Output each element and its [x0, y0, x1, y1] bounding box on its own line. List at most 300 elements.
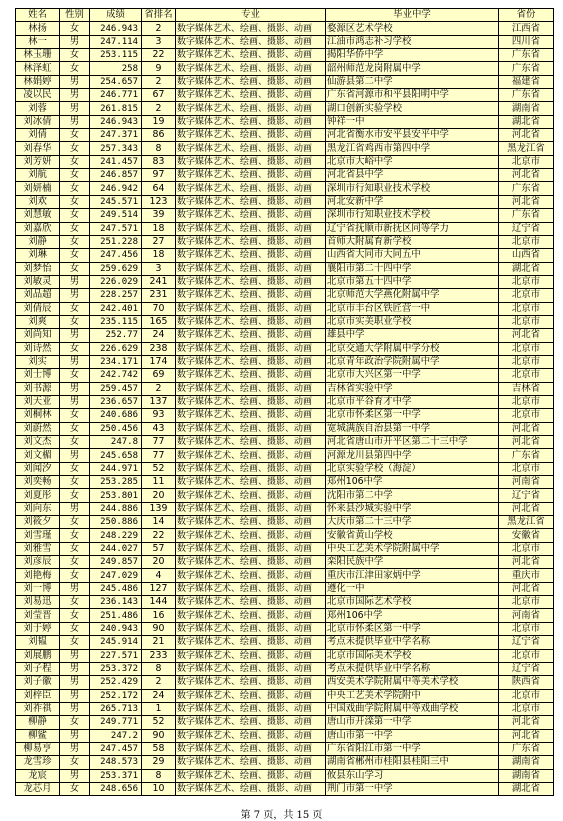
cell-high-school: 河北省唐山市开平区第二十三中学 — [326, 436, 499, 449]
cell-gender: 女 — [60, 609, 90, 622]
cell-high-school: 唐山市开滦第一中学 — [326, 716, 499, 729]
cell-gender: 女 — [60, 489, 90, 502]
cell-major: 数字媒体艺术、绘画、摄影、动画 — [176, 729, 326, 742]
cell-name: 刘实 — [16, 355, 60, 368]
cell-name: 刘一博 — [16, 582, 60, 595]
cell-name: 刘于婷 — [16, 622, 60, 635]
cell-high-school: 西安美术学院附属中等美术学校 — [326, 676, 499, 689]
admission-table — [15, 8, 554, 796]
cell-high-school: 北京实验学校（海淀） — [326, 462, 499, 475]
cell-province: 北京市 — [499, 409, 554, 422]
cell-province: 北京市 — [499, 622, 554, 635]
cell-province: 北京市 — [499, 155, 554, 168]
cell-province: 河北省 — [499, 716, 554, 729]
cell-high-school: 湖南省郴州市桂阳县桂阳三中 — [326, 756, 499, 769]
cell-score: 253.372 — [90, 662, 142, 675]
cell-name: 龙宸 — [16, 769, 60, 782]
page-footer: 第 7 页，共 15 页 — [240, 810, 323, 821]
cell-major: 数字媒体艺术、绘画、摄影、动画 — [176, 622, 326, 635]
cell-province-rank: 174 — [142, 355, 176, 368]
cell-score: 247.8 — [90, 436, 142, 449]
cell-gender: 男 — [60, 582, 90, 595]
cell-score: 240.943 — [90, 622, 142, 635]
cell-high-school: 北京市第五十四中学 — [326, 275, 499, 288]
cell-score: 259.457 — [90, 382, 142, 395]
table-row — [16, 302, 554, 315]
cell-province-rank: 18 — [142, 222, 176, 235]
cell-high-school: 怀来县沙城实验中学 — [326, 502, 499, 515]
cell-province: 辽宁省 — [499, 222, 554, 235]
cell-gender: 女 — [60, 129, 90, 142]
cell-major: 数字媒体艺术、绘画、摄影、动画 — [176, 702, 326, 715]
cell-major: 数字媒体艺术、绘画、摄影、动画 — [176, 62, 326, 75]
cell-name: 刘雅雪 — [16, 542, 60, 555]
cell-province-rank: 11 — [142, 476, 176, 489]
cell-high-school: 河北省衡水市安平县安平中学 — [326, 129, 499, 142]
cell-province-rank: 139 — [142, 502, 176, 515]
table-row — [16, 529, 554, 542]
cell-name: 刘筱夕 — [16, 516, 60, 529]
cell-province-rank: 64 — [142, 182, 176, 195]
cell-high-school: 广东省阳江市第一中学 — [326, 742, 499, 755]
cell-province: 湖南省 — [499, 769, 554, 782]
cell-score: 245.571 — [90, 195, 142, 208]
cell-province-rank: 22 — [142, 529, 176, 542]
cell-major: 数字媒体艺术、绘画、摄影、动画 — [176, 649, 326, 662]
cell-gender: 女 — [60, 62, 90, 75]
cell-score: 253.115 — [90, 49, 142, 62]
cell-name: 林一 — [16, 35, 60, 48]
cell-name: 柳静 — [16, 716, 60, 729]
cell-name: 刘爽 — [16, 315, 60, 328]
cell-province: 河南省 — [499, 609, 554, 622]
table-row — [16, 382, 554, 395]
table-row — [16, 676, 554, 689]
cell-score: 247.571 — [90, 222, 142, 235]
table-row — [16, 35, 554, 48]
cell-gender: 女 — [60, 222, 90, 235]
table-row — [16, 102, 554, 115]
cell-province-rank: 10 — [142, 782, 176, 795]
cell-major: 数字媒体艺术、绘画、摄影、动画 — [176, 289, 326, 302]
cell-province-rank: 2 — [142, 382, 176, 395]
cell-province-rank: 127 — [142, 582, 176, 595]
cell-gender: 男 — [60, 662, 90, 675]
cell-major: 数字媒体艺术、绘画、摄影、动画 — [176, 782, 326, 795]
cell-gender: 男 — [60, 395, 90, 408]
cell-major: 数字媒体艺术、绘画、摄影、动画 — [176, 742, 326, 755]
cell-high-school: 江油市鸿志补习学校 — [326, 35, 499, 48]
cell-province-rank: 8 — [142, 142, 176, 155]
table-row — [16, 209, 554, 222]
cell-gender: 女 — [60, 782, 90, 795]
cell-province: 河北省 — [499, 582, 554, 595]
cell-score: 247.457 — [90, 742, 142, 755]
cell-major: 数字媒体艺术、绘画、摄影、动画 — [176, 542, 326, 555]
cell-score: 244.971 — [90, 462, 142, 475]
cell-name: 林玉珊 — [16, 49, 60, 62]
table-row — [16, 462, 554, 475]
cell-name: 刘祚祺 — [16, 702, 60, 715]
cell-major: 数字媒体艺术、绘画、摄影、动画 — [176, 569, 326, 582]
header-major: 专业 — [176, 9, 326, 22]
cell-score: 247.2 — [90, 729, 142, 742]
cell-score: 244.027 — [90, 542, 142, 555]
header-high-school: 毕业中学 — [326, 9, 499, 22]
cell-province: 山西省 — [499, 249, 554, 262]
table-row — [16, 49, 554, 62]
cell-high-school: 河北安新中学 — [326, 195, 499, 208]
cell-name: 刘子程 — [16, 662, 60, 675]
cell-high-school: 雄县中学 — [326, 329, 499, 342]
cell-high-school: 吉林省实验中学 — [326, 382, 499, 395]
cell-score: 242.401 — [90, 302, 142, 315]
cell-gender: 男 — [60, 382, 90, 395]
cell-province-rank: 238 — [142, 342, 176, 355]
cell-province: 北京市 — [499, 395, 554, 408]
cell-gender: 男 — [60, 729, 90, 742]
cell-name: 刘品超 — [16, 289, 60, 302]
cell-gender: 女 — [60, 182, 90, 195]
cell-province-rank: 90 — [142, 729, 176, 742]
table-row — [16, 369, 554, 382]
cell-province: 北京市 — [499, 275, 554, 288]
cell-score: 245.658 — [90, 449, 142, 462]
cell-province-rank: 233 — [142, 649, 176, 662]
cell-province: 福建省 — [499, 75, 554, 88]
cell-name: 刘芳妍 — [16, 155, 60, 168]
cell-province-rank: 24 — [142, 329, 176, 342]
cell-score: 227.571 — [90, 649, 142, 662]
cell-score: 249.514 — [90, 209, 142, 222]
cell-name: 刘琳 — [16, 249, 60, 262]
cell-score: 249.857 — [90, 556, 142, 569]
cell-major: 数字媒体艺术、绘画、摄影、动画 — [176, 315, 326, 328]
cell-score: 228.257 — [90, 289, 142, 302]
cell-high-school: 荆门市第一中学 — [326, 782, 499, 795]
cell-province: 四川省 — [499, 35, 554, 48]
table-row — [16, 129, 554, 142]
cell-score: 254.657 — [90, 75, 142, 88]
cell-province-rank: 3 — [142, 35, 176, 48]
cell-major: 数字媒体艺术、绘画、摄影、动画 — [176, 502, 326, 515]
cell-name: 凌以民 — [16, 89, 60, 102]
table-row — [16, 609, 554, 622]
cell-province: 湖北省 — [499, 115, 554, 128]
cell-name: 刘梦怡 — [16, 262, 60, 275]
cell-province-rank: 2 — [142, 22, 176, 35]
table-row — [16, 249, 554, 262]
cell-major: 数字媒体艺术、绘画、摄影、动画 — [176, 676, 326, 689]
cell-major: 数字媒体艺术、绘画、摄影、动画 — [176, 422, 326, 435]
cell-high-school: 宽城满族自治县第一中学 — [326, 422, 499, 435]
cell-score: 246.942 — [90, 182, 142, 195]
cell-province-rank: 69 — [142, 369, 176, 382]
cell-name: 刘易迅 — [16, 596, 60, 609]
table-row — [16, 182, 554, 195]
cell-high-school: 考点未提供毕业中学名称 — [326, 662, 499, 675]
cell-name: 刘敏灵 — [16, 275, 60, 288]
cell-score: 252.172 — [90, 689, 142, 702]
cell-major: 数字媒体艺术、绘画、摄影、动画 — [176, 102, 326, 115]
table-row — [16, 315, 554, 328]
table-row — [16, 649, 554, 662]
cell-high-school: 襄阳市第二十四中学 — [326, 262, 499, 275]
cell-score: 246.857 — [90, 169, 142, 182]
cell-score: 259.629 — [90, 262, 142, 275]
cell-province: 广东省 — [499, 89, 554, 102]
table-row — [16, 636, 554, 649]
cell-major: 数字媒体艺术、绘画、摄影、动画 — [176, 182, 326, 195]
cell-gender: 男 — [60, 115, 90, 128]
cell-major: 数字媒体艺术、绘画、摄影、动画 — [176, 369, 326, 382]
table-row — [16, 275, 554, 288]
cell-high-school: 沈阳市第二中学 — [326, 489, 499, 502]
cell-score: 245.914 — [90, 636, 142, 649]
cell-score: 247.029 — [90, 569, 142, 582]
cell-high-school: 黑龙江省鸡西市第四中学 — [326, 142, 499, 155]
table-row — [16, 62, 554, 75]
table-row — [16, 662, 554, 675]
cell-score: 252.77 — [90, 329, 142, 342]
cell-province: 北京市 — [499, 342, 554, 355]
cell-province-rank: 57 — [142, 542, 176, 555]
table-row — [16, 476, 554, 489]
cell-major: 数字媒体艺术、绘画、摄影、动画 — [176, 129, 326, 142]
table-row — [16, 262, 554, 275]
cell-high-school: 北京交通大学附属中学分校 — [326, 342, 499, 355]
cell-gender: 男 — [60, 355, 90, 368]
cell-high-school: 北京市实美职业学校 — [326, 315, 499, 328]
cell-province-rank: 4 — [142, 569, 176, 582]
cell-high-school: 重庆市江津田家炳中学 — [326, 569, 499, 582]
cell-gender: 男 — [60, 289, 90, 302]
cell-high-school: 北京市平谷育才中学 — [326, 395, 499, 408]
table-row — [16, 782, 554, 795]
cell-province: 广东省 — [499, 449, 554, 462]
cell-province-rank: 22 — [142, 49, 176, 62]
cell-province-rank: 97 — [142, 169, 176, 182]
cell-score: 248.656 — [90, 782, 142, 795]
cell-province: 北京市 — [499, 315, 554, 328]
cell-major: 数字媒体艺术、绘画、摄影、动画 — [176, 209, 326, 222]
cell-major: 数字媒体艺术、绘画、摄影、动画 — [176, 476, 326, 489]
cell-province: 黑龙江省 — [499, 516, 554, 529]
cell-province-rank: 123 — [142, 195, 176, 208]
cell-gender: 女 — [60, 262, 90, 275]
cell-province-rank: 20 — [142, 556, 176, 569]
cell-province: 辽宁省 — [499, 489, 554, 502]
cell-name: 柳鲨 — [16, 729, 60, 742]
cell-province-rank: 19 — [142, 115, 176, 128]
cell-score: 250.886 — [90, 516, 142, 529]
table-row — [16, 22, 554, 35]
cell-score: 258 — [90, 62, 142, 75]
table-row — [16, 742, 554, 755]
table-row — [16, 689, 554, 702]
cell-province-rank: 70 — [142, 302, 176, 315]
cell-name: 柳易亨 — [16, 742, 60, 755]
cell-gender: 女 — [60, 142, 90, 155]
cell-province: 湖北省 — [499, 262, 554, 275]
table-row — [16, 542, 554, 555]
cell-province: 北京市 — [499, 369, 554, 382]
cell-score: 240.686 — [90, 409, 142, 422]
cell-major: 数字媒体艺术、绘画、摄影、动画 — [176, 716, 326, 729]
cell-score: 236.657 — [90, 395, 142, 408]
cell-major: 数字媒体艺术、绘画、摄影、动画 — [176, 342, 326, 355]
cell-province: 辽宁省 — [499, 662, 554, 675]
cell-major: 数字媒体艺术、绘画、摄影、动画 — [176, 662, 326, 675]
cell-name: 刘妍楠 — [16, 182, 60, 195]
table-row — [16, 489, 554, 502]
cell-high-school: 中国戏曲学院附属中等戏曲学校 — [326, 702, 499, 715]
cell-major: 数字媒体艺术、绘画、摄影、动画 — [176, 22, 326, 35]
cell-gender: 男 — [60, 769, 90, 782]
cell-major: 数字媒体艺术、绘画、摄影、动画 — [176, 382, 326, 395]
cell-high-school: 北京青年政治学院附属中学 — [326, 355, 499, 368]
cell-province-rank: 8 — [142, 662, 176, 675]
cell-name: 刘子徽 — [16, 676, 60, 689]
cell-province: 江西省 — [499, 22, 554, 35]
cell-score: 253.285 — [90, 476, 142, 489]
cell-major: 数字媒体艺术、绘画、摄影、动画 — [176, 609, 326, 622]
cell-gender: 女 — [60, 556, 90, 569]
cell-province: 湖南省 — [499, 102, 554, 115]
cell-province-rank: 21 — [142, 636, 176, 649]
cell-gender: 女 — [60, 169, 90, 182]
table-row — [16, 569, 554, 582]
table-row — [16, 329, 554, 342]
table-row — [16, 729, 554, 742]
cell-high-school: 钟祥一中 — [326, 115, 499, 128]
cell-major: 数字媒体艺术、绘画、摄影、动画 — [176, 329, 326, 342]
cell-province: 广东省 — [499, 49, 554, 62]
cell-name: 刘春华 — [16, 142, 60, 155]
table-row — [16, 716, 554, 729]
cell-gender: 女 — [60, 209, 90, 222]
table-row — [16, 115, 554, 128]
cell-province: 河北省 — [499, 556, 554, 569]
cell-major: 数字媒体艺术、绘画、摄影、动画 — [176, 449, 326, 462]
cell-gender: 女 — [60, 409, 90, 422]
cell-name: 刘航 — [16, 169, 60, 182]
table-row — [16, 169, 554, 182]
cell-province-rank: 14 — [142, 516, 176, 529]
table-row — [16, 582, 554, 595]
cell-score: 252.429 — [90, 676, 142, 689]
cell-gender: 女 — [60, 596, 90, 609]
cell-gender: 男 — [60, 75, 90, 88]
cell-score: 246.771 — [90, 89, 142, 102]
cell-gender: 男 — [60, 102, 90, 115]
cell-province: 湖南省 — [499, 756, 554, 769]
cell-high-school: 深圳市行知职业技术学校 — [326, 182, 499, 195]
cell-gender: 女 — [60, 542, 90, 555]
cell-province-rank: 1 — [142, 702, 176, 715]
cell-score: 261.815 — [90, 102, 142, 115]
cell-major: 数字媒体艺术、绘画、摄影、动画 — [176, 436, 326, 449]
cell-high-school: 广东省河源市和平县阳明中学 — [326, 89, 499, 102]
cell-province: 河南省 — [499, 476, 554, 489]
table-row — [16, 409, 554, 422]
cell-score: 235.115 — [90, 315, 142, 328]
cell-score: 246.943 — [90, 115, 142, 128]
cell-major: 数字媒体艺术、绘画、摄影、动画 — [176, 689, 326, 702]
cell-gender: 男 — [60, 275, 90, 288]
table-row — [16, 769, 554, 782]
cell-province-rank: 20 — [142, 489, 176, 502]
cell-gender: 女 — [60, 529, 90, 542]
cell-gender: 女 — [60, 756, 90, 769]
table-row — [16, 622, 554, 635]
cell-province-rank: 77 — [142, 436, 176, 449]
cell-high-school: 北京市怀柔区第一中学 — [326, 409, 499, 422]
cell-score: 251.486 — [90, 609, 142, 622]
cell-score: 249.771 — [90, 716, 142, 729]
cell-gender: 男 — [60, 702, 90, 715]
cell-major: 数字媒体艺术、绘画、摄影、动画 — [176, 756, 326, 769]
cell-province: 湖北省 — [499, 782, 554, 795]
cell-province: 河北省 — [499, 422, 554, 435]
cell-major: 数字媒体艺术、绘画、摄影、动画 — [176, 596, 326, 609]
cell-province-rank: 93 — [142, 409, 176, 422]
cell-province-rank: 9 — [142, 62, 176, 75]
cell-name: 刘天亚 — [16, 395, 60, 408]
cell-high-school: 首师大附属育新学校 — [326, 235, 499, 248]
cell-major: 数字媒体艺术、绘画、摄影、动画 — [176, 75, 326, 88]
cell-high-school: 北京市丰台区铁匠营一中 — [326, 302, 499, 315]
header-gender: 性别 — [60, 9, 90, 22]
cell-name: 林泽虹 — [16, 62, 60, 75]
cell-gender: 男 — [60, 689, 90, 702]
table-row — [16, 142, 554, 155]
cell-province: 黑龙江省 — [499, 142, 554, 155]
cell-gender: 女 — [60, 302, 90, 315]
cell-major: 数字媒体艺术、绘画、摄影、动画 — [176, 462, 326, 475]
cell-province-rank: 58 — [142, 742, 176, 755]
cell-score: 250.456 — [90, 422, 142, 435]
cell-province-rank: 86 — [142, 129, 176, 142]
cell-high-school: 揭阳华侨中学 — [326, 49, 499, 62]
cell-gender: 男 — [60, 35, 90, 48]
cell-major: 数字媒体艺术、绘画、摄影、动画 — [176, 155, 326, 168]
cell-score: 236.143 — [90, 596, 142, 609]
cell-high-school: 河北省县中学 — [326, 169, 499, 182]
cell-name: 刘桐林 — [16, 409, 60, 422]
cell-high-school: 北京市大峪中学 — [326, 155, 499, 168]
table-row — [16, 556, 554, 569]
cell-score: 242.742 — [90, 369, 142, 382]
cell-high-school: 北京市大兴区第一中学 — [326, 369, 499, 382]
table-row — [16, 502, 554, 515]
cell-major: 数字媒体艺术、绘画、摄影、动画 — [176, 222, 326, 235]
cell-high-school: 辽宁省抚顺市新抚区同等学力 — [326, 222, 499, 235]
cell-gender: 女 — [60, 516, 90, 529]
cell-province-rank: 241 — [142, 275, 176, 288]
cell-major: 数字媒体艺术、绘画、摄影、动画 — [176, 49, 326, 62]
cell-gender: 女 — [60, 622, 90, 635]
cell-province: 河北省 — [499, 169, 554, 182]
cell-province: 北京市 — [499, 649, 554, 662]
cell-name: 刘慧敏 — [16, 209, 60, 222]
table-row — [16, 195, 554, 208]
cell-name: 刘蔚然 — [16, 422, 60, 435]
cell-name: 刘倩 — [16, 129, 60, 142]
cell-province-rank: 16 — [142, 609, 176, 622]
header-score: 成绩 — [90, 9, 142, 22]
cell-province: 北京市 — [499, 596, 554, 609]
